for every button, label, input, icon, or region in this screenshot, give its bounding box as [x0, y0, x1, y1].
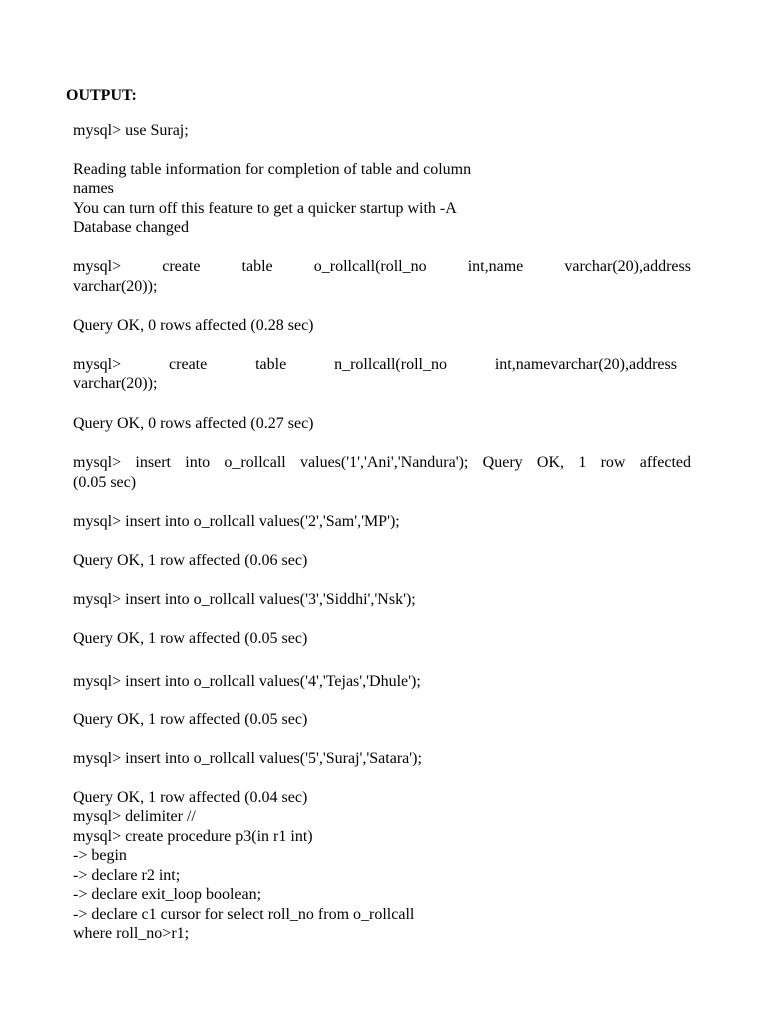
word: affected — [639, 454, 691, 471]
create-n-rollcall-line — [73, 355, 677, 374]
word: row — [600, 454, 626, 471]
command-line: varchar(20)); — [73, 375, 158, 392]
word: table — [255, 356, 287, 373]
command-line: where roll_no>r1; — [73, 925, 190, 942]
word: mysql> — [73, 454, 122, 471]
word: OK, — [536, 454, 565, 471]
word: table — [241, 258, 273, 275]
command-line: -> declare exit_loop boolean; — [73, 886, 262, 903]
word: int,name — [467, 258, 524, 275]
word: varchar(20),address — [564, 258, 691, 275]
command-line: mysql> insert into o_rollcall values('3','Siddhi','Nsk'); — [73, 591, 416, 608]
output-line: Database changed — [73, 219, 189, 236]
command-line: -> declare r2 int; — [73, 867, 181, 884]
word: int,namevarchar(20),address — [494, 356, 677, 373]
result-line: Query OK, 1 row affected (0.05 sec) — [73, 711, 308, 728]
word: o_rollcall(roll_no — [313, 258, 427, 275]
command-line: mysql> delimiter // — [73, 808, 196, 825]
command-line: mysql> insert into o_rollcall values('5','Suraj','Satara'); — [73, 750, 422, 767]
word: mysql> — [73, 258, 122, 275]
word: o_rollcall — [224, 454, 286, 471]
command-line: mysql> use Suraj; — [73, 122, 189, 139]
command-line: mysql> insert into o_rollcall values('2','Sam','MP'); — [73, 513, 400, 530]
output-line: You can turn off this feature to get a quicker startup with -A — [73, 200, 457, 217]
result-line: Query OK, 1 row affected (0.06 sec) — [73, 552, 308, 569]
word: create — [162, 258, 201, 275]
command-line: mysql> insert into o_rollcall values('4','Tejas','Dhule'); — [73, 673, 421, 690]
word: n_rollcall(roll_no — [334, 356, 447, 373]
word: create — [169, 356, 208, 373]
word: 1 — [578, 454, 587, 471]
command-line: -> declare c1 cursor for select roll_no from o_rollcall — [73, 906, 415, 923]
word: into — [185, 454, 211, 471]
result-line: Query OK, 0 rows affected (0.28 sec) — [73, 317, 314, 334]
output-line: names — [73, 180, 114, 197]
word: Query — [482, 454, 523, 471]
result-line: Query OK, 1 row affected (0.04 sec) — [73, 789, 308, 806]
result-line: Query OK, 1 row affected (0.05 sec) — [73, 630, 308, 647]
word: values('1','Ani','Nandura'); — [300, 454, 469, 471]
command-line: mysql> create procedure p3(in r1 int) — [73, 828, 313, 845]
command-line: -> begin — [73, 847, 127, 864]
command-line: varchar(20)); — [73, 278, 158, 295]
result-line: Query OK, 0 rows affected (0.27 sec) — [73, 415, 314, 432]
result-line: (0.05 sec) — [73, 474, 137, 491]
insert-ani-line — [73, 453, 691, 472]
output-heading: OUTPUT: — [66, 87, 137, 104]
create-o-rollcall-line — [73, 257, 691, 276]
output-line: Reading table information for completion of table and column — [73, 161, 472, 178]
word: mysql> — [73, 356, 122, 373]
word: insert — [135, 454, 171, 471]
